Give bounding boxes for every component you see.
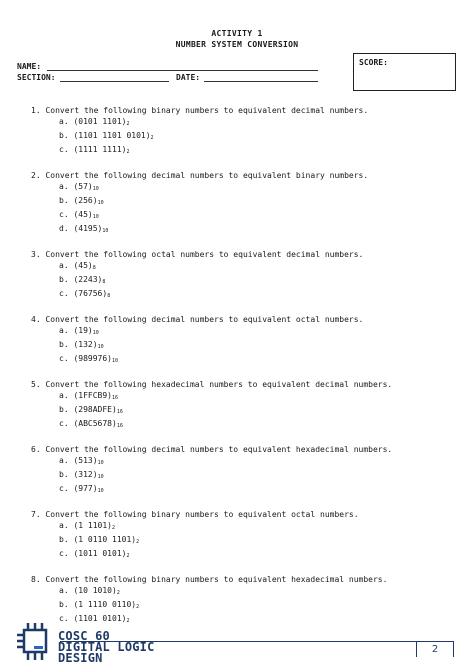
item-value: (4195) bbox=[73, 224, 103, 233]
item-label: b. bbox=[59, 131, 69, 140]
question-prompt: Convert the following decimal numbers to equivalent binary numbers. bbox=[45, 171, 369, 180]
section-line[interactable] bbox=[60, 81, 169, 82]
question-item bbox=[59, 260, 451, 274]
item-label: b. bbox=[59, 535, 69, 544]
item-label: b. bbox=[59, 600, 69, 609]
question-text bbox=[31, 105, 451, 116]
item-label: c. bbox=[59, 289, 69, 298]
name-label: NAME: bbox=[17, 62, 42, 71]
question-prompt: Convert the following octal numbers to equivalent decimal numbers. bbox=[45, 250, 364, 259]
question-number: 2. bbox=[31, 171, 41, 180]
item-label: d. bbox=[59, 224, 69, 233]
question-number: 7. bbox=[31, 510, 41, 519]
question-text bbox=[31, 444, 451, 455]
question-number: 6. bbox=[31, 445, 41, 454]
activity-heading: ACTIVITY 1 bbox=[211, 29, 263, 38]
question-prompt: Convert the following binary numbers to equivalent hexadecimal numbers. bbox=[45, 575, 388, 584]
item-value: (1101 0101) bbox=[73, 614, 127, 623]
question-1 bbox=[31, 105, 451, 158]
item-label: b. bbox=[59, 275, 69, 284]
question-item bbox=[59, 483, 451, 497]
item-value: (513) bbox=[73, 456, 98, 465]
item-label: b. bbox=[59, 340, 69, 349]
item-value: (2243) bbox=[73, 275, 103, 284]
item-value: (1 1101) bbox=[73, 521, 112, 530]
item-label: a. bbox=[59, 117, 69, 126]
item-base-subscript: 10 bbox=[92, 214, 99, 220]
course-name-line1: DIGITAL LOGIC bbox=[58, 640, 155, 654]
item-base-subscript: 2 bbox=[126, 553, 130, 559]
item-label: a. bbox=[59, 586, 69, 595]
question-item bbox=[59, 274, 451, 288]
item-value: (312) bbox=[73, 470, 98, 479]
item-label: a. bbox=[59, 182, 69, 191]
item-label: a. bbox=[59, 456, 69, 465]
item-base-subscript: 2 bbox=[150, 135, 154, 141]
item-label: c. bbox=[59, 145, 69, 154]
item-value: (76756) bbox=[73, 289, 108, 298]
question-item bbox=[59, 520, 451, 534]
score-box bbox=[353, 53, 456, 91]
score-label: SCORE: bbox=[359, 58, 388, 67]
question-item bbox=[59, 548, 451, 562]
item-label: c. bbox=[59, 614, 69, 623]
page-number: 2 bbox=[416, 641, 454, 657]
item-base-subscript: 10 bbox=[97, 488, 104, 494]
question-item bbox=[59, 144, 451, 158]
question-prompt: Convert the following decimal numbers to equivalent octal numbers. bbox=[45, 315, 364, 324]
question-prompt: Convert the following hexadecimal numbers to equivalent decimal numbers. bbox=[45, 380, 393, 389]
item-value: (298ADFE) bbox=[73, 405, 117, 414]
item-value: (1111 1111) bbox=[73, 145, 127, 154]
item-base-subscript: 10 bbox=[112, 358, 119, 364]
question-item bbox=[59, 353, 451, 367]
item-value: (45) bbox=[73, 261, 93, 270]
item-value: (45) bbox=[73, 210, 93, 219]
item-label: c. bbox=[59, 210, 69, 219]
question-item bbox=[59, 116, 451, 130]
question-item bbox=[59, 181, 451, 195]
question-7 bbox=[31, 509, 451, 562]
item-label: c. bbox=[59, 419, 69, 428]
item-base-subscript: 10 bbox=[92, 330, 99, 336]
course-name-line2: DESIGN bbox=[58, 651, 103, 665]
item-base-subscript: 10 bbox=[92, 186, 99, 192]
item-label: b. bbox=[59, 196, 69, 205]
item-label: b. bbox=[59, 470, 69, 479]
footer-divider bbox=[60, 641, 416, 642]
item-base-subscript: 8 bbox=[102, 279, 106, 285]
question-2 bbox=[31, 170, 451, 237]
question-item bbox=[59, 613, 451, 627]
question-text bbox=[31, 249, 451, 260]
question-prompt: Convert the following binary numbers to equivalent decimal numbers. bbox=[45, 106, 369, 115]
course-code: COSC 60 bbox=[58, 629, 110, 643]
item-value: (977) bbox=[73, 484, 98, 493]
item-base-subscript: 2 bbox=[126, 121, 130, 127]
question-6 bbox=[31, 444, 451, 497]
item-label: a. bbox=[59, 261, 69, 270]
section-label: SECTION: bbox=[17, 73, 56, 82]
question-text bbox=[31, 314, 451, 325]
question-3 bbox=[31, 249, 451, 302]
question-item bbox=[59, 339, 451, 353]
item-value: (1101 1101 0101) bbox=[73, 131, 151, 140]
item-base-subscript: 8 bbox=[107, 293, 111, 299]
question-prompt: Convert the following binary numbers to equivalent octal numbers. bbox=[45, 510, 359, 519]
course-title bbox=[58, 631, 155, 664]
item-value: (132) bbox=[73, 340, 98, 349]
question-number: 4. bbox=[31, 315, 41, 324]
question-item bbox=[59, 455, 451, 469]
question-item bbox=[59, 223, 451, 237]
item-base-subscript: 2 bbox=[116, 590, 120, 596]
question-8 bbox=[31, 574, 451, 627]
date-line[interactable] bbox=[204, 81, 318, 82]
item-base-subscript: 10 bbox=[97, 460, 104, 466]
item-label: b. bbox=[59, 405, 69, 414]
item-base-subscript: 2 bbox=[136, 539, 140, 545]
item-label: a. bbox=[59, 391, 69, 400]
item-base-subscript: 16 bbox=[116, 409, 123, 415]
question-prompt: Convert the following decimal numbers to equivalent hexadecimal numbers. bbox=[45, 445, 393, 454]
item-value: (10 1010) bbox=[73, 586, 117, 595]
item-base-subscript: 8 bbox=[92, 265, 96, 271]
item-value: (1011 0101) bbox=[73, 549, 127, 558]
item-base-subscript: 10 bbox=[97, 344, 104, 350]
question-text bbox=[31, 574, 451, 585]
item-base-subscript: 10 bbox=[97, 474, 104, 480]
item-value: (1FFCB9) bbox=[73, 391, 112, 400]
question-number: 1. bbox=[31, 106, 41, 115]
activity-title: NUMBER SYSTEM CONVERSION bbox=[175, 40, 299, 49]
item-label: c. bbox=[59, 354, 69, 363]
item-base-subscript: 2 bbox=[126, 149, 130, 155]
question-item bbox=[59, 390, 451, 404]
question-number: 8. bbox=[31, 575, 41, 584]
name-line[interactable] bbox=[47, 70, 318, 71]
question-item bbox=[59, 209, 451, 223]
question-text bbox=[31, 509, 451, 520]
date-label: DATE: bbox=[176, 73, 201, 82]
item-value: (1 0110 1101) bbox=[73, 535, 137, 544]
question-5 bbox=[31, 379, 451, 432]
item-value: (ABC5678) bbox=[73, 419, 117, 428]
question-list bbox=[31, 105, 451, 639]
question-item bbox=[59, 599, 451, 613]
question-number: 5. bbox=[31, 380, 41, 389]
circuit-chip-icon bbox=[16, 620, 56, 664]
question-item bbox=[59, 288, 451, 302]
item-label: c. bbox=[59, 484, 69, 493]
question-item bbox=[59, 195, 451, 209]
item-label: a. bbox=[59, 521, 69, 530]
item-label: c. bbox=[59, 549, 69, 558]
question-item bbox=[59, 130, 451, 144]
item-value: (0101 1101) bbox=[73, 117, 127, 126]
question-text bbox=[31, 379, 451, 390]
question-item bbox=[59, 418, 451, 432]
question-item bbox=[59, 325, 451, 339]
question-number: 3. bbox=[31, 250, 41, 259]
question-item bbox=[59, 534, 451, 548]
item-base-subscript: 10 bbox=[97, 200, 104, 206]
item-value: (989976) bbox=[73, 354, 112, 363]
item-label: a. bbox=[59, 326, 69, 335]
item-base-subscript: 2 bbox=[136, 604, 140, 610]
item-value: (19) bbox=[73, 326, 93, 335]
item-base-subscript: 16 bbox=[112, 395, 119, 401]
item-base-subscript: 2 bbox=[126, 618, 130, 624]
item-value: (256) bbox=[73, 196, 98, 205]
question-item bbox=[59, 404, 451, 418]
item-value: (1 1110 0110) bbox=[73, 600, 137, 609]
item-value: (57) bbox=[73, 182, 93, 191]
item-base-subscript: 10 bbox=[102, 228, 109, 234]
question-4 bbox=[31, 314, 451, 367]
question-text bbox=[31, 170, 451, 181]
item-base-subscript: 2 bbox=[112, 525, 116, 531]
item-base-subscript: 16 bbox=[116, 423, 123, 429]
question-item bbox=[59, 469, 451, 483]
question-item bbox=[59, 585, 451, 599]
